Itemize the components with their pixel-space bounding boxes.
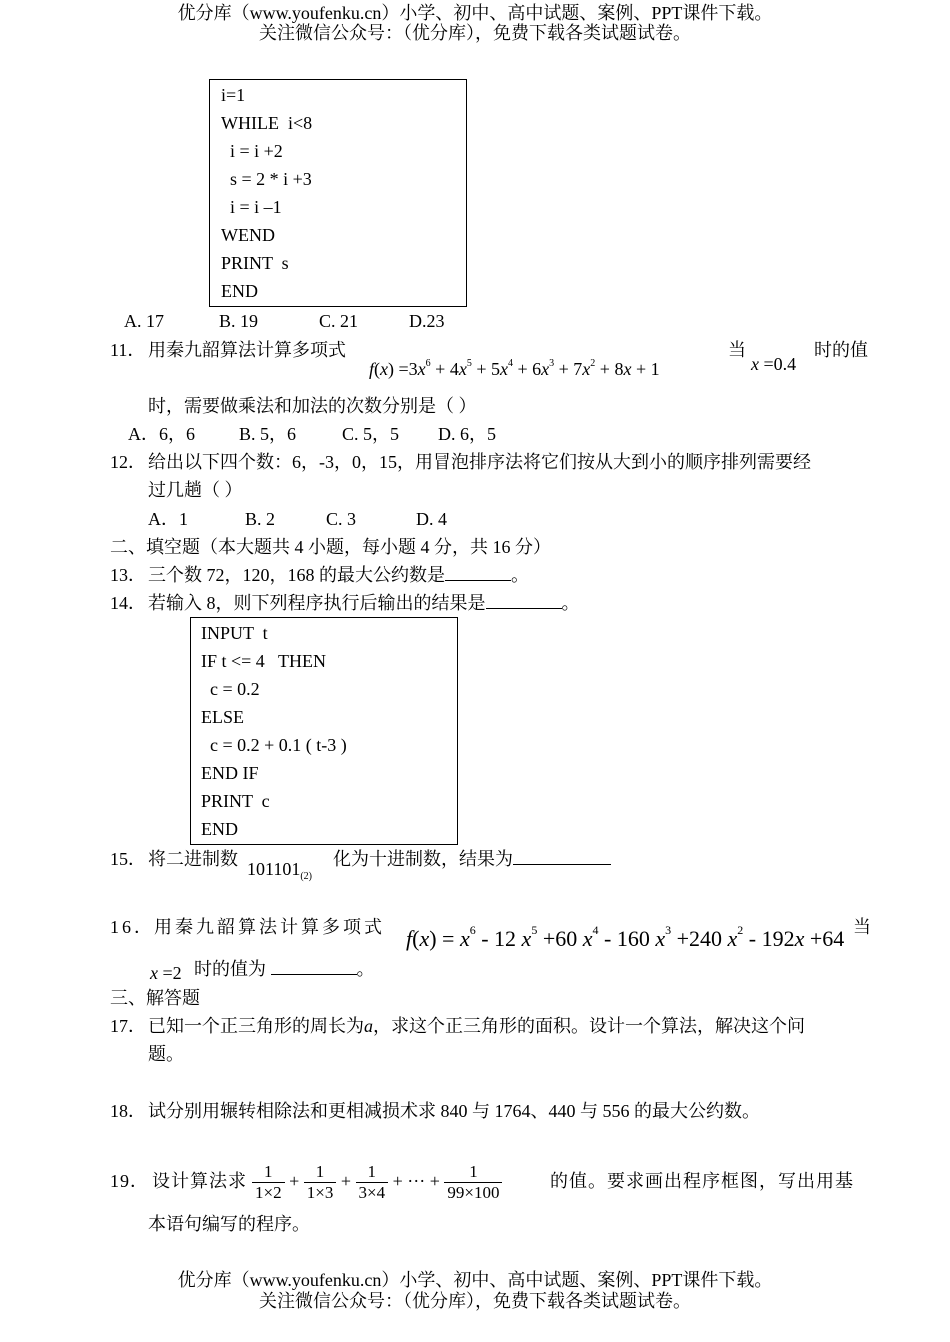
header-line-1: 优分库（www.youfenku.cn）小学、初中、高中试题、案例、PPT课件下载。	[177, 3, 773, 23]
q16-text-a: 用秦九韶算法计算多项式	[154, 917, 385, 937]
q13-number: 13．	[110, 565, 146, 585]
q19-text-b: 的值。要求画出程序框图，写出用基	[550, 1171, 854, 1191]
header-line-2: 关注微信公众号：（优分库），免费下载各类试题试卷。	[259, 23, 691, 43]
code-line: INPUT t	[201, 623, 268, 643]
q10-option-a: A. 17	[124, 311, 164, 331]
q19-fraction: $\frac{1}{99\times 100}$	[444, 1162, 502, 1203]
code-line: END	[201, 819, 238, 839]
q15-line	[333, 848, 611, 870]
q17-text-c: 题。	[148, 1044, 184, 1064]
q15-number: 15．	[110, 849, 146, 869]
q10-option-c: C. 21	[319, 311, 359, 331]
q11-polynomial: $f(x) =3x^6 + 4x^5 + 5x^4 + 6x^3 + 7x^2 + 8x + 1$	[369, 358, 660, 379]
q17-number: 17．	[110, 1016, 146, 1036]
footer-line-2: 关注微信公众号：（优分库），免费下载各类试题试卷。	[259, 1291, 691, 1311]
code-line: PRINT s	[221, 253, 289, 273]
q17-text-b: ，求这个正三角形的面积。设计一个算法，解决这个问	[373, 1016, 805, 1036]
q16-number: 16．	[110, 917, 155, 937]
q11-option-a: A．6，6	[128, 424, 195, 444]
q12-option-c: C. 3	[326, 509, 357, 529]
code-line: PRINT c	[201, 791, 270, 811]
code-line: END IF	[201, 763, 259, 783]
q15-binary-number	[247, 858, 312, 888]
q18-number: 18．	[110, 1101, 146, 1121]
q17-var: a	[364, 1016, 373, 1036]
code-line: END	[221, 281, 258, 301]
section-3-title: 三、解答题	[110, 988, 200, 1008]
section-2-title: 二、填空题（本大题共 4 小题，每小题 4 分，共 16 分）	[110, 537, 551, 557]
q17-text-a: 已知一个正三角形的周长为	[148, 1016, 364, 1036]
q16-when: 当	[853, 917, 871, 937]
q19-text-c: 本语句编写的程序。	[148, 1214, 310, 1234]
code-line: WHILE i<8	[221, 113, 313, 133]
q17-line-a	[148, 1015, 805, 1037]
q12-option-b: B. 2	[245, 509, 276, 529]
q11-when: 当	[728, 340, 746, 360]
q12-text-b: 过几趟（ ）	[148, 480, 243, 500]
q14-number: 14．	[110, 593, 146, 613]
q14-answer-blank	[486, 592, 562, 609]
q14-text-a: 若输入 8，则下列程序执行后输出的结果是	[148, 593, 486, 613]
code-line: i=1	[221, 85, 246, 105]
code-line: WEND	[221, 225, 275, 245]
q12-text-a: 给出以下四个数：6，-3，0，15，用冒泡排序法将它们按从大到小的顺序排列需要经	[148, 452, 811, 472]
code-line: i = i –1	[221, 197, 282, 217]
q11-x-value: x =0.4	[751, 354, 797, 374]
q15-base: (2)	[300, 871, 313, 882]
q13-text-b: 。	[511, 565, 529, 585]
q14-text-b: 。	[561, 593, 580, 613]
q13-answer-blank	[445, 564, 511, 581]
q16-x-value: x =2	[150, 963, 182, 983]
q13-text-a: 三个数 72，120，168 的最大公约数是	[148, 565, 445, 585]
q10-option-d: D.23	[409, 311, 445, 331]
q16-text-c: 。	[356, 959, 375, 979]
q16-text-b: 时的值为	[194, 959, 266, 979]
program-box-1	[209, 79, 467, 307]
q15-binary: 101101	[247, 859, 301, 879]
q12-number: 12．	[110, 452, 146, 472]
code-line: s = 2 * i +3	[221, 169, 312, 189]
q12-option-d: D. 4	[416, 509, 447, 529]
code-line: c = 0.2 + 0.1 ( t-3 )	[201, 735, 347, 755]
q11-number: 11．	[110, 340, 146, 360]
q13-line	[148, 564, 529, 586]
q11-option-b: B. 5，6	[239, 424, 297, 444]
code-line: c = 0.2	[201, 679, 260, 699]
q11-text-a: 用秦九韶算法计算多项式	[148, 340, 346, 360]
q19-text-a: 设计算法求	[152, 1171, 247, 1191]
q16-answer-blank	[271, 958, 357, 975]
program-box-2	[190, 617, 458, 845]
q15-text-b: 化为十进制数，结果为	[333, 849, 513, 869]
code-line: IF t <= 4 THEN	[201, 651, 326, 671]
q16-line-b	[194, 958, 375, 980]
footer-line-1: 优分库（www.youfenku.cn）小学、初中、高中试题、案例、PPT课件下载。	[177, 1270, 773, 1290]
q11-option-d: D. 6，5	[438, 424, 496, 444]
q15-text-a: 将二进制数	[148, 849, 238, 869]
q19-fraction: $\frac{1}{1\times 2}$	[252, 1162, 285, 1203]
q11-value-text: 时的值	[814, 340, 868, 360]
q15-answer-blank	[513, 848, 611, 865]
q11-text-b: 时，需要做乘法和加法的次数分别是（ ）	[148, 396, 477, 416]
code-line: ELSE	[201, 707, 244, 727]
q18-text: 试分别用辗转相除法和更相减损术求 840 与 1764、440 与 556 的最大公约数。	[148, 1101, 760, 1121]
q19-fraction: $\frac{1}{3\times 4}$	[356, 1162, 389, 1203]
q14-line	[148, 592, 580, 614]
q19-operator: + ··· +	[392, 1171, 440, 1191]
q19-expression	[252, 1158, 502, 1204]
q19-fraction: $\frac{1}{1\times 3}$	[304, 1162, 337, 1203]
q10-option-b: B. 19	[219, 311, 259, 331]
q16-polynomial: $f(x) = x^6 - 12$ $x^5 +60$ $x^4 - 160$ $x^3 +240$ $x^2 - 192x +64$	[406, 923, 845, 951]
q19-operator: +	[289, 1171, 300, 1191]
q19-operator: +	[340, 1171, 351, 1191]
q19-number: 19．	[110, 1171, 149, 1191]
q11-option-c: C. 5，5	[342, 424, 400, 444]
code-line: i = i +2	[221, 141, 283, 161]
q12-option-a: A．1	[148, 509, 188, 529]
